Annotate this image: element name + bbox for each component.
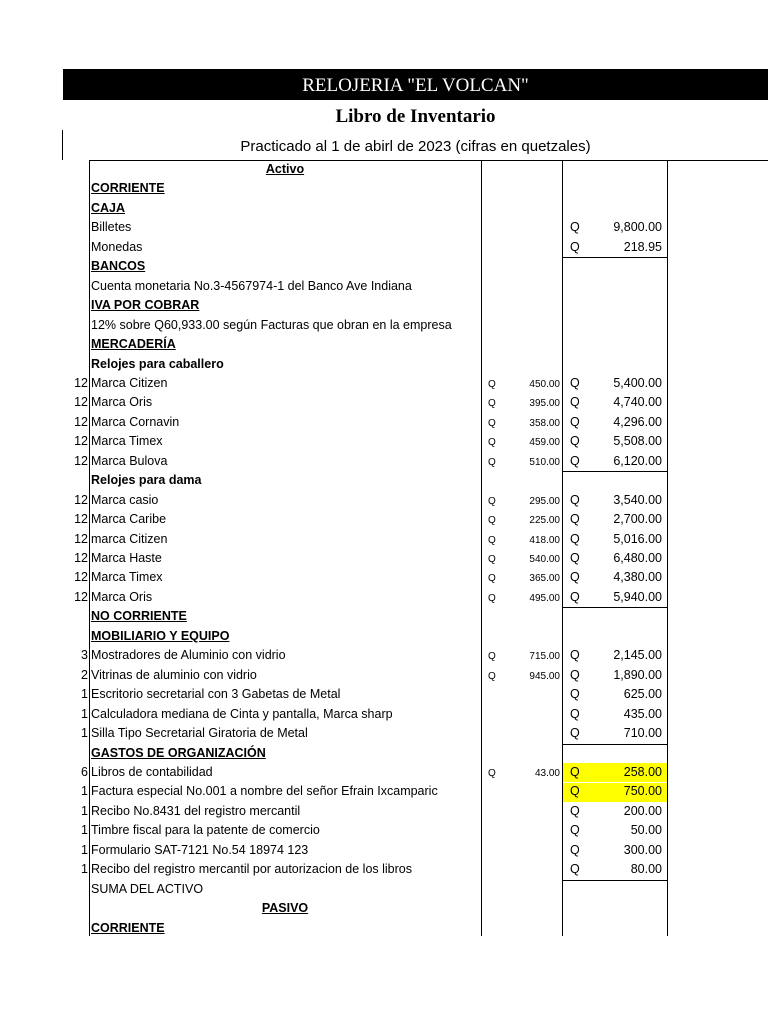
table-row	[0, 802, 768, 822]
unit-price: 365.00	[529, 573, 560, 585]
row-description: Recibo No.8431 del registro mercantil	[91, 803, 301, 818]
total-currency: Q	[570, 862, 580, 877]
row-quantity: 12	[74, 434, 88, 449]
row-description: Monedas	[91, 239, 143, 254]
row-description: Relojes para caballero	[91, 356, 224, 371]
total-value: 1,890.00	[613, 667, 662, 682]
row-description: Escritorio secretarial con 3 Gabetas de Metal	[91, 687, 341, 702]
table-row	[0, 646, 768, 666]
row-description: MOBILIARIO Y EQUIPO	[91, 628, 230, 643]
table-row	[0, 277, 768, 297]
row-description: Formulario SAT-7121 No.54 18974 123	[91, 842, 309, 857]
row-quantity: 12	[74, 589, 88, 604]
total-currency: Q	[570, 726, 580, 741]
row-quantity: 12	[74, 570, 88, 585]
table-row	[0, 160, 768, 180]
unit-currency: Q	[488, 456, 496, 468]
row-description: Factura especial No.001 a nombre del señor Efrain Ixcamparic	[91, 784, 438, 799]
table-row	[0, 744, 768, 764]
unit-price: 358.00	[529, 417, 560, 429]
total-value: 5,508.00	[613, 434, 662, 449]
total-value: 258.00	[623, 764, 662, 779]
unit-price: 715.00	[529, 651, 560, 663]
unit-currency: Q	[488, 554, 496, 565]
row-description: Libros de contabilidad	[91, 764, 213, 779]
table-row	[0, 471, 768, 491]
total-currency: Q	[570, 434, 580, 449]
row-quantity: 12	[74, 414, 88, 429]
table-row	[0, 782, 768, 802]
row-description: Silla Tipo Secretarial Giratoria de Metal	[91, 726, 308, 741]
row-quantity: 1	[81, 706, 88, 721]
total-currency: Q	[570, 784, 580, 799]
row-description: SUMA DEL ACTIVO	[91, 881, 204, 896]
table-row	[0, 257, 768, 277]
unit-price: 510.00	[529, 456, 560, 468]
total-currency: Q	[570, 589, 580, 604]
unit-currency: Q	[488, 534, 496, 546]
row-quantity: 12	[74, 492, 88, 507]
total-currency: Q	[570, 648, 580, 663]
total-currency: Q	[570, 803, 580, 818]
total-value: 625.00	[623, 687, 662, 702]
total-currency: Q	[570, 414, 580, 429]
row-description: Marca Timex	[91, 434, 163, 449]
unit-price: 225.00	[529, 515, 560, 527]
row-description: IVA POR COBRAR	[91, 298, 200, 313]
total-value: 6,480.00	[613, 551, 662, 565]
row-description: Marca Cornavin	[91, 414, 180, 429]
row-description: GASTOS DE ORGANIZACIÓN	[91, 745, 266, 760]
table-row	[0, 685, 768, 705]
row-description: Activo	[265, 162, 305, 176]
total-currency: Q	[570, 395, 580, 410]
table-row	[0, 316, 768, 336]
unit-currency: Q	[488, 495, 496, 507]
row-description: CORRIENTE	[91, 181, 165, 196]
table-row	[0, 393, 768, 413]
row-description: Cuenta monetaria No.3-4567974-1 del Banco Ave Indiana	[91, 278, 412, 293]
table-row	[0, 549, 768, 569]
table-row	[0, 841, 768, 861]
total-value: 710.00	[623, 726, 662, 741]
unit-currency: Q	[488, 767, 496, 779]
total-currency: Q	[570, 375, 580, 390]
row-quantity: 3	[81, 648, 88, 663]
table-row	[0, 919, 768, 939]
row-description: Marca Bulova	[91, 453, 168, 468]
total-currency: Q	[570, 823, 580, 838]
row-description: BANCOS	[91, 259, 146, 274]
table-row	[0, 296, 768, 316]
table-row	[0, 199, 768, 219]
row-quantity: 12	[74, 551, 88, 565]
unit-currency: Q	[488, 651, 496, 663]
table-row	[0, 510, 768, 530]
total-currency: Q	[570, 220, 580, 235]
total-value: 300.00	[623, 842, 662, 857]
total-value: 4,380.00	[613, 570, 662, 585]
table-row	[0, 880, 768, 900]
unit-currency: Q	[488, 417, 496, 429]
total-currency: Q	[570, 512, 580, 527]
row-quantity: 12	[74, 453, 88, 468]
row-description: Marca casio	[91, 492, 159, 507]
total-value: 6,120.00	[613, 453, 662, 468]
total-currency: Q	[570, 706, 580, 721]
unit-price: 418.00	[529, 534, 560, 546]
row-description: Mostradores de Aluminio con vidrio	[91, 648, 286, 663]
total-currency: Q	[570, 842, 580, 857]
row-description: Marca Caribe	[91, 512, 167, 527]
total-value: 200.00	[623, 803, 662, 818]
row-description: Marca Oris	[91, 589, 153, 604]
table-row	[0, 335, 768, 355]
row-quantity: 1	[81, 784, 88, 799]
unit-price: 295.00	[529, 495, 560, 507]
row-quantity: 12	[74, 375, 88, 390]
unit-price: 459.00	[529, 437, 560, 449]
row-quantity: 1	[81, 803, 88, 818]
table-row	[0, 705, 768, 725]
unit-price: 945.00	[529, 670, 560, 682]
row-description: CAJA	[91, 200, 126, 215]
row-quantity: 12	[74, 395, 88, 410]
table-row	[0, 413, 768, 433]
total-value: 2,145.00	[613, 648, 662, 663]
row-quantity: 12	[74, 531, 88, 546]
unit-price: 395.00	[529, 398, 560, 410]
total-value: 5,016.00	[613, 531, 662, 546]
total-value: 4,740.00	[613, 395, 662, 410]
unit-currency: Q	[488, 437, 496, 449]
row-description: Vitrinas de aluminio con vidrio	[91, 667, 257, 682]
company-title: RELOJERIA "EL VOLCAN"	[63, 69, 768, 100]
total-currency: Q	[570, 764, 580, 779]
total-value: 750.00	[623, 784, 662, 799]
total-currency: Q	[570, 239, 580, 254]
row-quantity: 1	[81, 862, 88, 877]
total-value: 9,800.00	[613, 220, 662, 235]
unit-price: 495.00	[529, 592, 560, 604]
total-currency: Q	[570, 667, 580, 682]
row-quantity: 1	[81, 842, 88, 857]
row-description: PASIVO	[261, 901, 309, 916]
row-quantity: 1	[81, 726, 88, 741]
row-description: Marca Timex	[91, 570, 163, 585]
table-row	[0, 860, 768, 880]
row-description: marca Citizen	[91, 531, 168, 546]
table-row	[0, 568, 768, 588]
total-value: 50.00	[630, 823, 662, 838]
row-quantity: 12	[74, 512, 88, 527]
row-quantity: 1	[81, 823, 88, 838]
table-row	[0, 179, 768, 199]
table-row	[0, 724, 768, 744]
row-description: CORRIENTE	[91, 920, 165, 935]
table-row	[0, 530, 768, 550]
row-description: Calculadora mediana de Cinta y pantalla, Marca sharp	[91, 706, 393, 721]
table-row	[0, 374, 768, 394]
row-description: NO CORRIENTE	[91, 609, 187, 624]
row-description: Recibo del registro mercantil por autorizacion de los libros	[91, 862, 412, 877]
total-currency: Q	[570, 531, 580, 546]
total-value: 435.00	[623, 706, 662, 721]
practicado-line: Practicado al 1 de abirl de 2023 (cifras en quetzales)	[240, 138, 591, 155]
table-row	[0, 491, 768, 511]
unit-currency: Q	[488, 670, 496, 682]
total-value: 2,700.00	[613, 512, 662, 527]
unit-currency: Q	[488, 378, 496, 390]
row-description: Marca Haste	[91, 551, 162, 565]
total-value: 4,296.00	[613, 414, 662, 429]
table-row	[0, 666, 768, 686]
row-quantity: 2	[81, 667, 88, 682]
total-currency: Q	[570, 687, 580, 702]
total-currency: Q	[570, 570, 580, 585]
table-row	[0, 607, 768, 627]
unit-currency: Q	[488, 515, 496, 527]
total-value: 5,940.00	[613, 589, 662, 604]
total-value: 218.95	[623, 239, 662, 254]
table-row	[0, 627, 768, 647]
unit-price: 43.00	[534, 767, 560, 779]
table-row	[0, 763, 768, 783]
table-row	[0, 821, 768, 841]
table-row	[0, 432, 768, 452]
unit-price: 450.00	[529, 378, 560, 390]
row-description: Relojes para dama	[91, 473, 202, 488]
table-row	[0, 238, 768, 258]
total-currency: Q	[570, 492, 580, 507]
total-value: 80.00	[630, 862, 662, 877]
table-row	[0, 452, 768, 472]
row-description: MERCADERÍA	[91, 337, 176, 352]
row-quantity: 1	[81, 687, 88, 702]
row-description: Timbre fiscal para la patente de comercio	[91, 823, 320, 838]
row-description: 12% sobre Q60,933.00 según Facturas que obran en la empresa	[91, 317, 452, 332]
total-value: 3,540.00	[613, 492, 662, 507]
unit-currency: Q	[488, 573, 496, 585]
table-row	[0, 588, 768, 608]
row-description: Billetes	[91, 220, 132, 235]
book-title: Libro de Inventario	[335, 106, 496, 127]
table-row	[0, 899, 768, 919]
unit-currency: Q	[488, 398, 496, 410]
unit-currency: Q	[488, 592, 496, 604]
table-row	[0, 355, 768, 375]
total-currency: Q	[570, 551, 580, 565]
total-value: 5,400.00	[613, 375, 662, 390]
row-quantity: 6	[81, 764, 88, 779]
row-description: Marca Oris	[91, 395, 153, 410]
unit-price: 540.00	[529, 554, 560, 565]
row-description: Marca Citizen	[91, 375, 168, 390]
total-currency: Q	[570, 453, 580, 468]
table-row	[0, 218, 768, 238]
